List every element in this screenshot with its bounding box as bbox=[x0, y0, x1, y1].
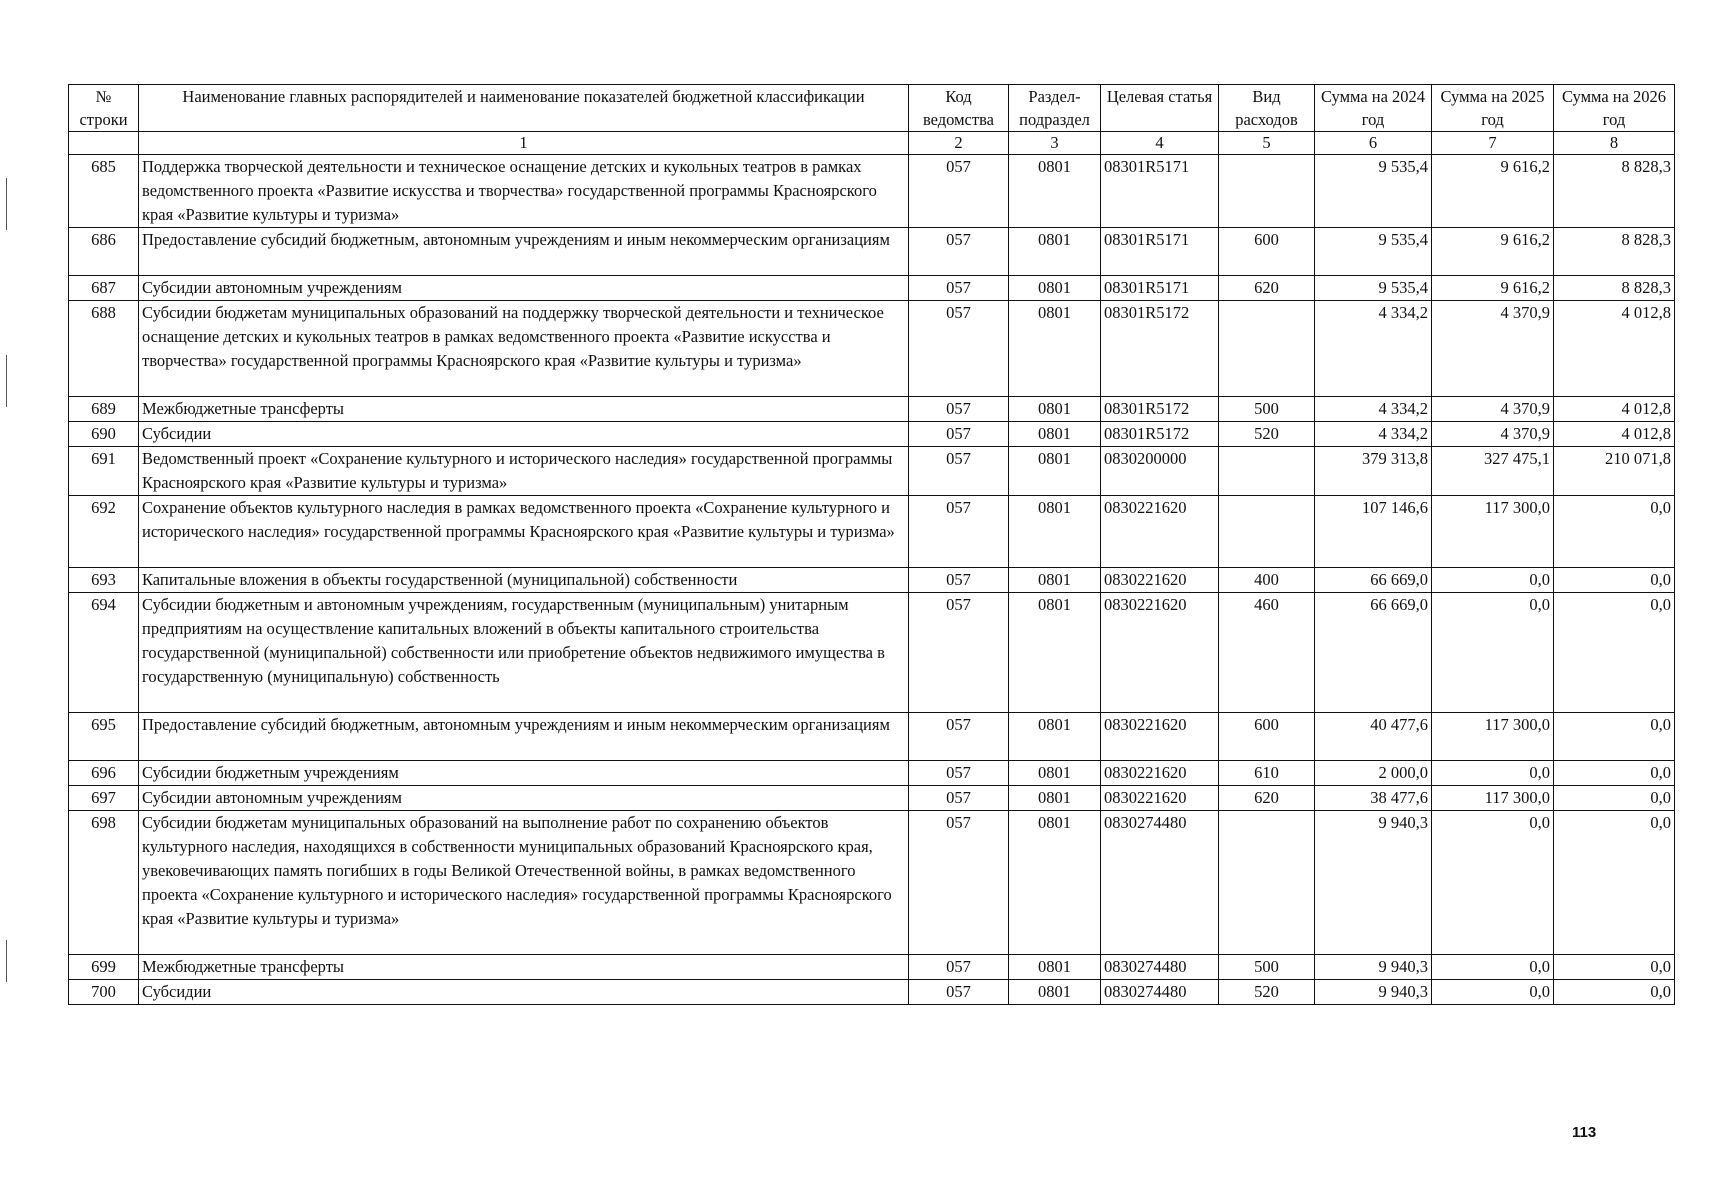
sum-2026-cell: 210 071,8 bbox=[1554, 447, 1675, 496]
sum-2026-cell: 0,0 bbox=[1554, 786, 1675, 811]
sum-2026-cell: 8 828,3 bbox=[1554, 276, 1675, 301]
item-name-cell: Субсидии бюджетам муниципальных образований на поддержку творческой деятельности и техническое оснащение детских и кукольных театров в рамках ведомственного проекта «Развитие искусства и творчества» государственной программы Красноярского края «Развитие культуры и туризма» bbox=[139, 301, 909, 397]
department-code-cell: 057 bbox=[909, 496, 1009, 568]
expense-type-cell bbox=[1219, 301, 1315, 397]
item-name-cell: Субсидии бюджетным и автономным учреждениям, государственным (муниципальным) унитарным предприятиям на осуществление капитальных вложений в объекты капитального строительства государственной (муниципальной) собственности или приобретение объектов недвижимого имущества в государственную (муниципальную) собственность bbox=[139, 593, 909, 713]
expense-type-cell: 600 bbox=[1219, 713, 1315, 761]
column-number: 3 bbox=[1009, 132, 1101, 155]
table-row bbox=[69, 761, 1675, 786]
sum-2024-cell: 2 000,0 bbox=[1315, 761, 1432, 786]
expense-type-cell: 600 bbox=[1219, 228, 1315, 276]
item-name-cell: Поддержка творческой деятельности и техническое оснащение детских и кукольных театров в рамках ведомственного проекта «Развитие искусства и творчества» государственной программы Красноярского края «Развитие культуры и туризма» bbox=[139, 155, 909, 228]
sum-2026-cell: 0,0 bbox=[1554, 713, 1675, 761]
item-name-cell: Капитальные вложения в объекты государственной (муниципальной) собственности bbox=[139, 568, 909, 593]
sum-2024-cell: 4 334,2 bbox=[1315, 397, 1432, 422]
row-number-cell: 689 bbox=[69, 397, 139, 422]
department-code-cell: 057 bbox=[909, 786, 1009, 811]
table-body bbox=[69, 155, 1675, 1005]
department-code-cell: 057 bbox=[909, 397, 1009, 422]
table-row bbox=[69, 447, 1675, 496]
target-article-cell: 0830221620 bbox=[1101, 713, 1219, 761]
sum-2026-cell: 0,0 bbox=[1554, 980, 1675, 1005]
target-article-cell: 0830274480 bbox=[1101, 811, 1219, 955]
sum-2024-cell: 4 334,2 bbox=[1315, 422, 1432, 447]
table-row bbox=[69, 568, 1675, 593]
table-row bbox=[69, 276, 1675, 301]
sum-2025-cell: 117 300,0 bbox=[1432, 496, 1554, 568]
sum-2026-cell: 8 828,3 bbox=[1554, 228, 1675, 276]
sum-2025-cell: 0,0 bbox=[1432, 955, 1554, 980]
sum-2026-cell: 0,0 bbox=[1554, 568, 1675, 593]
section-cell: 0801 bbox=[1009, 301, 1101, 397]
department-code-cell: 057 bbox=[909, 568, 1009, 593]
sum-2026-cell: 0,0 bbox=[1554, 761, 1675, 786]
budget-table bbox=[68, 84, 1675, 1005]
column-number: 1 bbox=[139, 132, 909, 155]
expense-type-cell bbox=[1219, 811, 1315, 955]
table-row bbox=[69, 955, 1675, 980]
target-article-cell: 0830221620 bbox=[1101, 786, 1219, 811]
table-row bbox=[69, 301, 1675, 397]
item-name-cell: Предоставление субсидий бюджетным, автономным учреждениям и иным некоммерческим организациям bbox=[139, 713, 909, 761]
sum-2025-cell: 117 300,0 bbox=[1432, 786, 1554, 811]
department-code-cell: 057 bbox=[909, 980, 1009, 1005]
column-number: 4 bbox=[1101, 132, 1219, 155]
header-expense-type: Вид расходов bbox=[1219, 85, 1315, 132]
sum-2024-cell: 66 669,0 bbox=[1315, 568, 1432, 593]
expense-type-cell: 500 bbox=[1219, 955, 1315, 980]
target-article-cell: 0830221620 bbox=[1101, 496, 1219, 568]
department-code-cell: 057 bbox=[909, 713, 1009, 761]
expense-type-cell: 500 bbox=[1219, 397, 1315, 422]
sum-2025-cell: 117 300,0 bbox=[1432, 713, 1554, 761]
department-code-cell: 057 bbox=[909, 955, 1009, 980]
target-article-cell: 0830221620 bbox=[1101, 761, 1219, 786]
sum-2025-cell: 0,0 bbox=[1432, 761, 1554, 786]
header-row-number: № строки bbox=[69, 85, 139, 132]
target-article-cell: 08301R5171 bbox=[1101, 155, 1219, 228]
sum-2026-cell: 8 828,3 bbox=[1554, 155, 1675, 228]
table-row bbox=[69, 422, 1675, 447]
section-cell: 0801 bbox=[1009, 447, 1101, 496]
sum-2025-cell: 4 370,9 bbox=[1432, 397, 1554, 422]
header-section: Раздел-подраздел bbox=[1009, 85, 1101, 132]
sum-2026-cell: 4 012,8 bbox=[1554, 301, 1675, 397]
sum-2026-cell: 4 012,8 bbox=[1554, 397, 1675, 422]
target-article-cell: 08301R5172 bbox=[1101, 301, 1219, 397]
table-header-row bbox=[69, 85, 1675, 132]
expense-type-cell: 520 bbox=[1219, 980, 1315, 1005]
sum-2024-cell: 9 535,4 bbox=[1315, 276, 1432, 301]
row-number-cell: 699 bbox=[69, 955, 139, 980]
column-number: 5 bbox=[1219, 132, 1315, 155]
expense-type-cell: 400 bbox=[1219, 568, 1315, 593]
item-name-cell: Межбюджетные трансферты bbox=[139, 955, 909, 980]
sum-2024-cell: 38 477,6 bbox=[1315, 786, 1432, 811]
sum-2024-cell: 9 940,3 bbox=[1315, 811, 1432, 955]
item-name-cell: Субсидии бюджетным учреждениям bbox=[139, 761, 909, 786]
sum-2024-cell: 107 146,6 bbox=[1315, 496, 1432, 568]
sum-2025-cell: 4 370,9 bbox=[1432, 422, 1554, 447]
expense-type-cell: 520 bbox=[1219, 422, 1315, 447]
scan-artifact-line bbox=[6, 940, 7, 982]
column-number: 6 bbox=[1315, 132, 1432, 155]
expense-type-cell bbox=[1219, 496, 1315, 568]
sum-2025-cell: 9 616,2 bbox=[1432, 276, 1554, 301]
section-cell: 0801 bbox=[1009, 228, 1101, 276]
row-number-cell: 695 bbox=[69, 713, 139, 761]
target-article-cell: 0830221620 bbox=[1101, 568, 1219, 593]
table-row bbox=[69, 496, 1675, 568]
section-cell: 0801 bbox=[1009, 955, 1101, 980]
item-name-cell: Сохранение объектов культурного наследия в рамках ведомственного проекта «Сохранение культурного и исторического наследия» государственной программы Красноярского края «Развитие культуры и туризма» bbox=[139, 496, 909, 568]
row-number-cell: 700 bbox=[69, 980, 139, 1005]
department-code-cell: 057 bbox=[909, 228, 1009, 276]
section-cell: 0801 bbox=[1009, 155, 1101, 228]
item-name-cell: Субсидии автономным учреждениям bbox=[139, 276, 909, 301]
sum-2025-cell: 327 475,1 bbox=[1432, 447, 1554, 496]
row-number-cell: 688 bbox=[69, 301, 139, 397]
expense-type-cell bbox=[1219, 155, 1315, 228]
budget-table-container bbox=[68, 84, 1675, 1005]
row-number-cell: 690 bbox=[69, 422, 139, 447]
expense-type-cell: 620 bbox=[1219, 276, 1315, 301]
table-row bbox=[69, 713, 1675, 761]
section-cell: 0801 bbox=[1009, 980, 1101, 1005]
item-name-cell: Межбюджетные трансферты bbox=[139, 397, 909, 422]
sum-2025-cell: 0,0 bbox=[1432, 568, 1554, 593]
sum-2024-cell: 9 535,4 bbox=[1315, 155, 1432, 228]
target-article-cell: 08301R5172 bbox=[1101, 397, 1219, 422]
sum-2024-cell: 379 313,8 bbox=[1315, 447, 1432, 496]
target-article-cell: 08301R5172 bbox=[1101, 422, 1219, 447]
scan-artifact-line bbox=[6, 178, 7, 230]
sum-2025-cell: 9 616,2 bbox=[1432, 228, 1554, 276]
header-target-article: Целевая статья bbox=[1101, 85, 1219, 132]
sum-2026-cell: 4 012,8 bbox=[1554, 422, 1675, 447]
row-number-cell: 694 bbox=[69, 593, 139, 713]
sum-2026-cell: 0,0 bbox=[1554, 593, 1675, 713]
target-article-cell: 08301R5171 bbox=[1101, 228, 1219, 276]
department-code-cell: 057 bbox=[909, 301, 1009, 397]
header-name: Наименование главных распорядителей и наименование показателей бюджетной классификации bbox=[139, 85, 909, 132]
expense-type-cell: 620 bbox=[1219, 786, 1315, 811]
sum-2024-cell: 9 940,3 bbox=[1315, 955, 1432, 980]
row-number-cell: 697 bbox=[69, 786, 139, 811]
row-number-cell: 685 bbox=[69, 155, 139, 228]
table-row bbox=[69, 811, 1675, 955]
item-name-cell: Предоставление субсидий бюджетным, автономным учреждениям и иным некоммерческим организациям bbox=[139, 228, 909, 276]
department-code-cell: 057 bbox=[909, 447, 1009, 496]
department-code-cell: 057 bbox=[909, 276, 1009, 301]
table-row bbox=[69, 980, 1675, 1005]
department-code-cell: 057 bbox=[909, 593, 1009, 713]
item-name-cell: Субсидии bbox=[139, 980, 909, 1005]
table-row bbox=[69, 593, 1675, 713]
target-article-cell: 08301R5171 bbox=[1101, 276, 1219, 301]
target-article-cell: 0830274480 bbox=[1101, 980, 1219, 1005]
sum-2025-cell: 9 616,2 bbox=[1432, 155, 1554, 228]
sum-2025-cell: 0,0 bbox=[1432, 980, 1554, 1005]
row-number-cell: 692 bbox=[69, 496, 139, 568]
row-number-cell: 687 bbox=[69, 276, 139, 301]
table-row bbox=[69, 786, 1675, 811]
sum-2025-cell: 0,0 bbox=[1432, 593, 1554, 713]
section-cell: 0801 bbox=[1009, 397, 1101, 422]
department-code-cell: 057 bbox=[909, 422, 1009, 447]
target-article-cell: 0830274480 bbox=[1101, 955, 1219, 980]
row-number-cell: 698 bbox=[69, 811, 139, 955]
item-name-cell: Субсидии бюджетам муниципальных образований на выполнение работ по сохранению объектов культурного наследия, находящихся в собственности муниципальных образований Красноярского края, увековечивающих память погибших в годы Великой Отечественной войны, в рамках ведомственного проекта «Сохранение культурного и исторического наследия» государственной программы Красноярского края «Развитие культуры и туризма» bbox=[139, 811, 909, 955]
row-number-cell: 696 bbox=[69, 761, 139, 786]
row-number-cell: 691 bbox=[69, 447, 139, 496]
column-number: 7 bbox=[1432, 132, 1554, 155]
expense-type-cell: 610 bbox=[1219, 761, 1315, 786]
expense-type-cell: 460 bbox=[1219, 593, 1315, 713]
department-code-cell: 057 bbox=[909, 761, 1009, 786]
section-cell: 0801 bbox=[1009, 786, 1101, 811]
column-number-empty bbox=[69, 132, 139, 155]
target-article-cell: 0830221620 bbox=[1101, 593, 1219, 713]
expense-type-cell bbox=[1219, 447, 1315, 496]
sum-2024-cell: 9 535,4 bbox=[1315, 228, 1432, 276]
column-number-row bbox=[69, 132, 1675, 155]
target-article-cell: 0830200000 bbox=[1101, 447, 1219, 496]
sum-2026-cell: 0,0 bbox=[1554, 811, 1675, 955]
sum-2024-cell: 4 334,2 bbox=[1315, 301, 1432, 397]
table-row bbox=[69, 155, 1675, 228]
section-cell: 0801 bbox=[1009, 761, 1101, 786]
sum-2026-cell: 0,0 bbox=[1554, 955, 1675, 980]
sum-2026-cell: 0,0 bbox=[1554, 496, 1675, 568]
item-name-cell: Субсидии автономным учреждениям bbox=[139, 786, 909, 811]
row-number-cell: 693 bbox=[69, 568, 139, 593]
item-name-cell: Субсидии bbox=[139, 422, 909, 447]
department-code-cell: 057 bbox=[909, 811, 1009, 955]
sum-2024-cell: 40 477,6 bbox=[1315, 713, 1432, 761]
section-cell: 0801 bbox=[1009, 422, 1101, 447]
column-number: 8 bbox=[1554, 132, 1675, 155]
sum-2025-cell: 0,0 bbox=[1432, 811, 1554, 955]
scan-artifact-line bbox=[6, 355, 7, 407]
section-cell: 0801 bbox=[1009, 568, 1101, 593]
section-cell: 0801 bbox=[1009, 713, 1101, 761]
sum-2024-cell: 66 669,0 bbox=[1315, 593, 1432, 713]
section-cell: 0801 bbox=[1009, 276, 1101, 301]
header-sum-2025: Сумма на 2025 год bbox=[1432, 85, 1554, 132]
header-sum-2026: Сумма на 2026 год bbox=[1554, 85, 1675, 132]
header-sum-2024: Сумма на 2024 год bbox=[1315, 85, 1432, 132]
section-cell: 0801 bbox=[1009, 593, 1101, 713]
section-cell: 0801 bbox=[1009, 496, 1101, 568]
sum-2025-cell: 4 370,9 bbox=[1432, 301, 1554, 397]
row-number-cell: 686 bbox=[69, 228, 139, 276]
item-name-cell: Ведомственный проект «Сохранение культурного и исторического наследия» государственной программы Красноярского края «Развитие культуры и туризма» bbox=[139, 447, 909, 496]
department-code-cell: 057 bbox=[909, 155, 1009, 228]
page-number: 113 bbox=[1572, 1124, 1597, 1141]
table-row bbox=[69, 228, 1675, 276]
section-cell: 0801 bbox=[1009, 811, 1101, 955]
header-department-code: Код ведомства bbox=[909, 85, 1009, 132]
table-row bbox=[69, 397, 1675, 422]
sum-2024-cell: 9 940,3 bbox=[1315, 980, 1432, 1005]
column-number: 2 bbox=[909, 132, 1009, 155]
